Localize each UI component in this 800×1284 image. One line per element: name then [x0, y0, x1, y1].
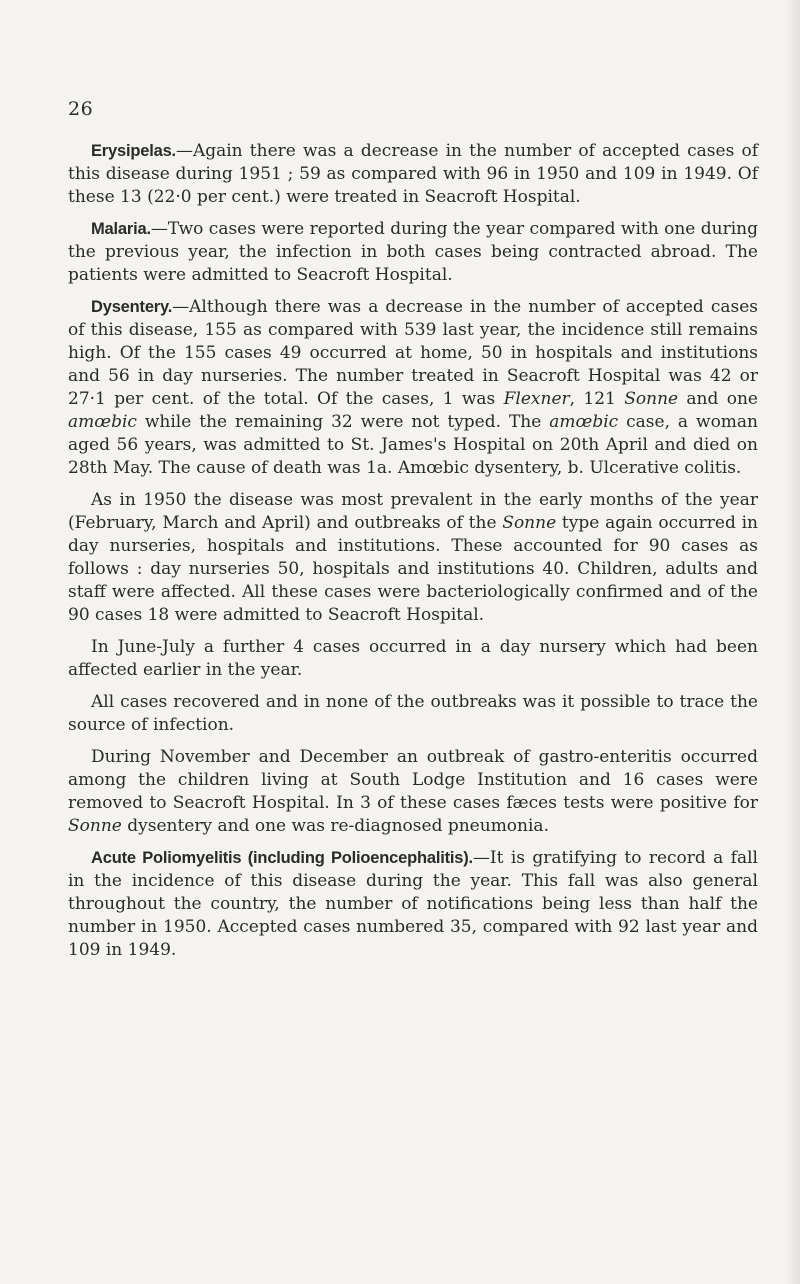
- italic-term: amœbic: [68, 412, 137, 432]
- paragraph-text: —Again there was a decrease in the number of accepted cases of this disease during 1951 ; 59 as compared with 96 in 1950 and 109 in 1949. Of these 13 (22·0 per cent.) were treated in Seacroft Hospital.: [68, 141, 758, 207]
- paragraph-text: case, a woman aged 56 years, was admitted to St. James's Hospital on 20th April and died on 28th May. The cause of death was 1a. Amœbic dysentery, b. Ulcerative colitis.: [68, 412, 759, 478]
- section-heading: Dysentery.: [91, 298, 173, 316]
- paragraph-text: and one: [678, 389, 758, 409]
- paragraph-poliomyelitis: [68, 847, 758, 962]
- italic-term: Sonne: [624, 389, 679, 409]
- paragraph-june-july: [68, 636, 758, 682]
- section-heading: Malaria.: [91, 220, 151, 238]
- paragraph-dysentery-outbreaks: [68, 489, 758, 627]
- paragraph-text: while the remaining 32 were not typed. The: [136, 412, 550, 432]
- paragraph-text: type again occurred in day nurseries, hospitals and institutions. These accounted for 90 cases as follows : day nurseries 50, hospitals and institutions 40. Children, adults and staff were affected. All these cases were bacteriologically confirmed and of the 90 cases 18 were admitted to Seacroft Hospital.: [68, 513, 759, 625]
- paragraph-text: —Two cases were reported during the year compared with one during the previous year, the infection in both cases being contracted abroad. The patients were admitted to Seacroft Hospital.: [68, 219, 758, 285]
- paragraph-erysipelas: [68, 140, 758, 209]
- paragraph-text: —It is gratifying to record a fall in the incidence of this disease during the year. This fall was also general throughout the country, the number of notifications being less than half the number in 1950. Accepted cases numbered 35, compared with 92 last year and 109 in 1949.: [68, 848, 758, 960]
- section-heading: Acute Poliomyelitis (including Polioencephalitis).: [91, 849, 473, 867]
- body-text: [68, 140, 758, 971]
- paragraph-text: —Although there was a decrease in the number of accepted cases of this disease, 155 as compared with 539 last year, the incidence still remains high. Of the 155 cases 49 occurred at home, 50 in hospitals and institutions and 56 in day nurseries. The number treated in Seacroft Hospital was 42 or 27·1 per cent. of the total. Of the cases, 1 was: [68, 297, 758, 409]
- page-edge-shadow: [786, 0, 800, 1284]
- page-number: 26: [68, 98, 94, 120]
- paragraph-text: , 121: [569, 389, 625, 409]
- paragraph-dysentery: [68, 296, 758, 480]
- paragraph-text: During November and December an outbreak of gastro-enteritis occurred among the children living at South Lodge Institution and 16 cases were removed to Seacroft Hospital. In 3 of these cases fæces tests were positive for: [68, 747, 758, 813]
- paragraph-recovered: [68, 691, 758, 737]
- paragraph-text: All cases recovered and in none of the outbreaks was it possible to trace the source of infection.: [68, 692, 758, 735]
- paragraph-gastro-enteritis: [68, 746, 758, 838]
- paragraph-text: dysentery and one was re-diagnosed pneumonia.: [121, 816, 549, 836]
- section-heading: Erysipelas.: [91, 142, 176, 160]
- paragraph-text: As in 1950 the disease was most prevalent in the early months of the year (February, March and April) and outbreaks of the: [68, 490, 758, 533]
- italic-term: Flexner: [503, 389, 570, 409]
- italic-term: Sonne: [502, 513, 557, 533]
- italic-term: amœbic: [549, 412, 619, 432]
- italic-term: Sonne: [68, 816, 122, 836]
- paragraph-malaria: [68, 218, 758, 287]
- paragraph-text: In June-July a further 4 cases occurred in a day nursery which had been affected earlier in the year.: [68, 637, 758, 680]
